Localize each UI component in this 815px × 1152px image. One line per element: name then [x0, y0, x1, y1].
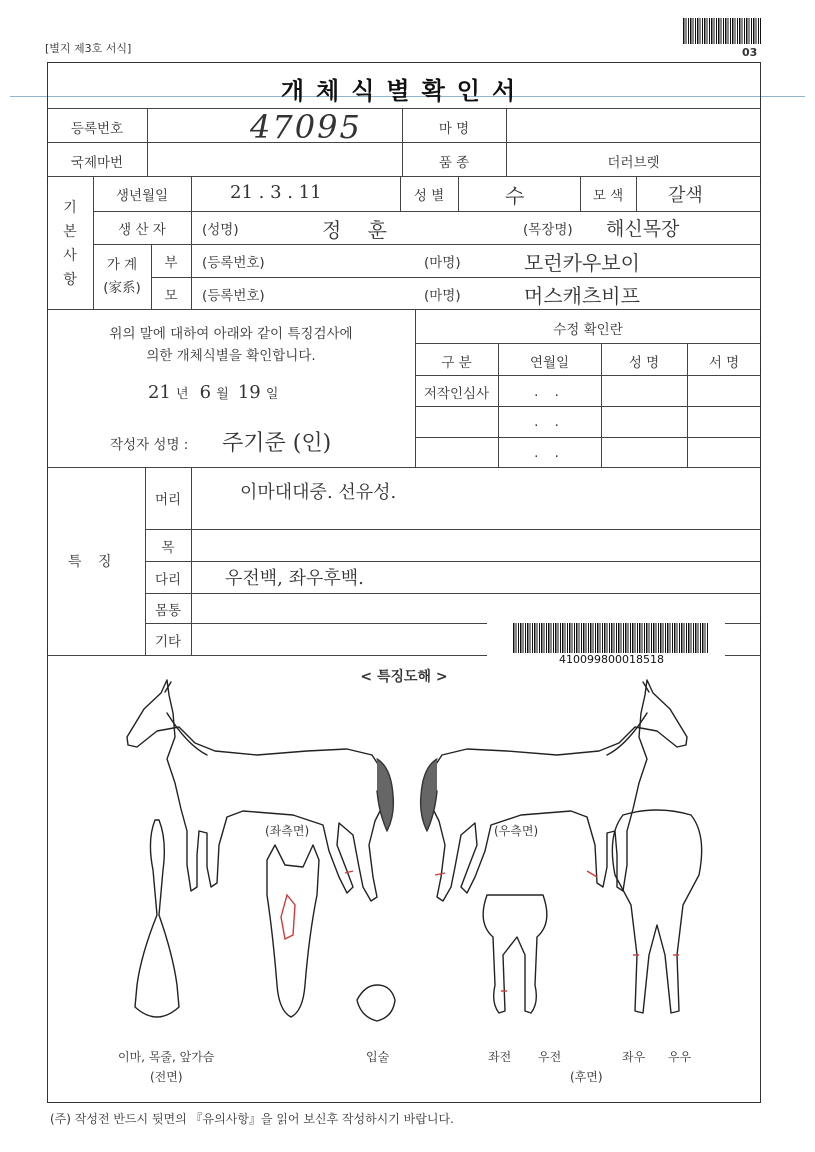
intl-no-label: 국제마번	[70, 155, 124, 171]
left-side-horse	[127, 680, 385, 901]
pedigree-label: 가 계	[106, 257, 138, 273]
ranch-value: 해신목장	[606, 218, 680, 240]
feature-label-head: 머리	[154, 492, 182, 508]
sire-reg-label: (등록번호)	[202, 255, 265, 271]
sex-label: 성 별	[413, 188, 445, 204]
left-tail	[377, 759, 393, 831]
sex-value: 수	[505, 184, 525, 208]
revision-header-sign: 서 명	[708, 355, 740, 371]
revision-title: 수정 확인란	[553, 322, 623, 338]
right-side-horse	[429, 680, 687, 901]
producer-name-label: (성명)	[202, 222, 239, 238]
hind-left-caption: 좌우	[622, 1050, 646, 1064]
rear-label: (후면)	[570, 1070, 603, 1084]
confirm-date: 21 년 6 월 19 일	[148, 382, 279, 403]
diagram-title: < 특징도해 >	[360, 669, 448, 685]
sticker-barcode-bars	[513, 623, 708, 653]
dam-reg-label: (등록번호)	[202, 288, 265, 304]
breed-value: 더러브렛	[607, 155, 660, 171]
author-label: 작성자 성명 :	[110, 437, 189, 453]
sire-name-label: (마명)	[424, 255, 461, 271]
reg-no-label: 등록번호	[70, 121, 124, 137]
revision-row-1-category: 저작인심사	[423, 386, 490, 402]
feature-label-body: 몸통	[154, 603, 182, 619]
front-legs-view	[483, 895, 547, 1013]
top-barcode	[683, 18, 761, 44]
lips-view	[357, 985, 395, 1021]
barcode-number: 410099800018518	[559, 653, 664, 666]
neck-chest-front-view	[135, 820, 179, 1017]
right-tail	[421, 759, 437, 831]
front-right-caption: 우전	[538, 1050, 562, 1064]
dam-name-value: 머스캐츠비프	[524, 284, 640, 308]
revision-header-date: 연월일	[529, 355, 570, 371]
producer-label: 생 산 자	[118, 222, 166, 238]
feature-label-other: 기타	[154, 634, 182, 650]
revision-row-2-date: . .	[534, 414, 565, 430]
sire-name-value: 모런카우보이	[524, 251, 640, 275]
dam-label: 모	[164, 288, 178, 304]
pedigree-hanja: (家系)	[103, 280, 141, 296]
leg-marking-3	[587, 871, 597, 877]
footnote: (주) 작성전 반드시 뒷면의 『유의사항』을 읽어 보신후 작성하시기 바랍니다.	[50, 1112, 454, 1126]
horse-name-label: 마 명	[438, 121, 470, 137]
forehead-marking	[281, 895, 295, 939]
feature-label-legs: 다리	[154, 572, 182, 588]
birth-value: 21 . 3 . 11	[230, 182, 322, 203]
form-tag: [별지 제3호 서식]	[45, 42, 132, 55]
front-caption: 이마, 목줄, 앞가슴	[118, 1050, 215, 1064]
hind-legs-view	[612, 810, 701, 1013]
producer-name-value: 정 훈	[322, 218, 397, 242]
revision-header-category: 구 분	[441, 355, 472, 371]
right-side-caption: (우측면)	[494, 824, 539, 838]
front-left-caption: 좌전	[488, 1050, 512, 1064]
left-side-caption: (좌측면)	[265, 824, 310, 838]
feature-value-legs: 우전백, 좌우후백.	[225, 568, 364, 589]
breed-label: 품 종	[438, 155, 470, 171]
feature-label-neck: 목	[161, 540, 175, 556]
confirm-line-1: 위의 말에 대하여 아래와 같이 특징검사에	[109, 326, 353, 342]
sire-label: 부	[164, 255, 178, 271]
page-number: 03	[742, 46, 758, 59]
horse-diagrams	[47, 655, 761, 1103]
feature-value-head: 이마대대중. 선유성.	[240, 482, 397, 503]
hind-right-caption: 우우	[668, 1050, 692, 1064]
ranch-label: (목장명)	[523, 222, 573, 238]
leg-marking-2	[435, 873, 445, 875]
revision-row-1-date: . .	[534, 384, 565, 400]
front-label: (전면)	[150, 1070, 183, 1084]
author-signature: 주기준 (인)	[222, 431, 332, 456]
revision-row-3-date: . .	[534, 445, 565, 461]
revision-header-name: 성 명	[628, 355, 660, 371]
document-title: 개체식별확인서	[280, 77, 528, 105]
basic-section-label: 기 본 사 항	[63, 200, 77, 288]
birth-label: 생년월일	[115, 188, 169, 204]
lips-caption: 입술	[366, 1050, 390, 1064]
dam-name-label: (마명)	[424, 288, 461, 304]
color-value: 갈색	[668, 185, 703, 206]
confirm-line-2: 의한 개체식별을 확인합니다.	[146, 348, 316, 364]
leg-marking-1	[345, 871, 353, 873]
features-section-label: 특 징	[68, 554, 118, 570]
color-label: 모 색	[592, 188, 624, 204]
reg-no-value: 47095	[250, 108, 362, 146]
